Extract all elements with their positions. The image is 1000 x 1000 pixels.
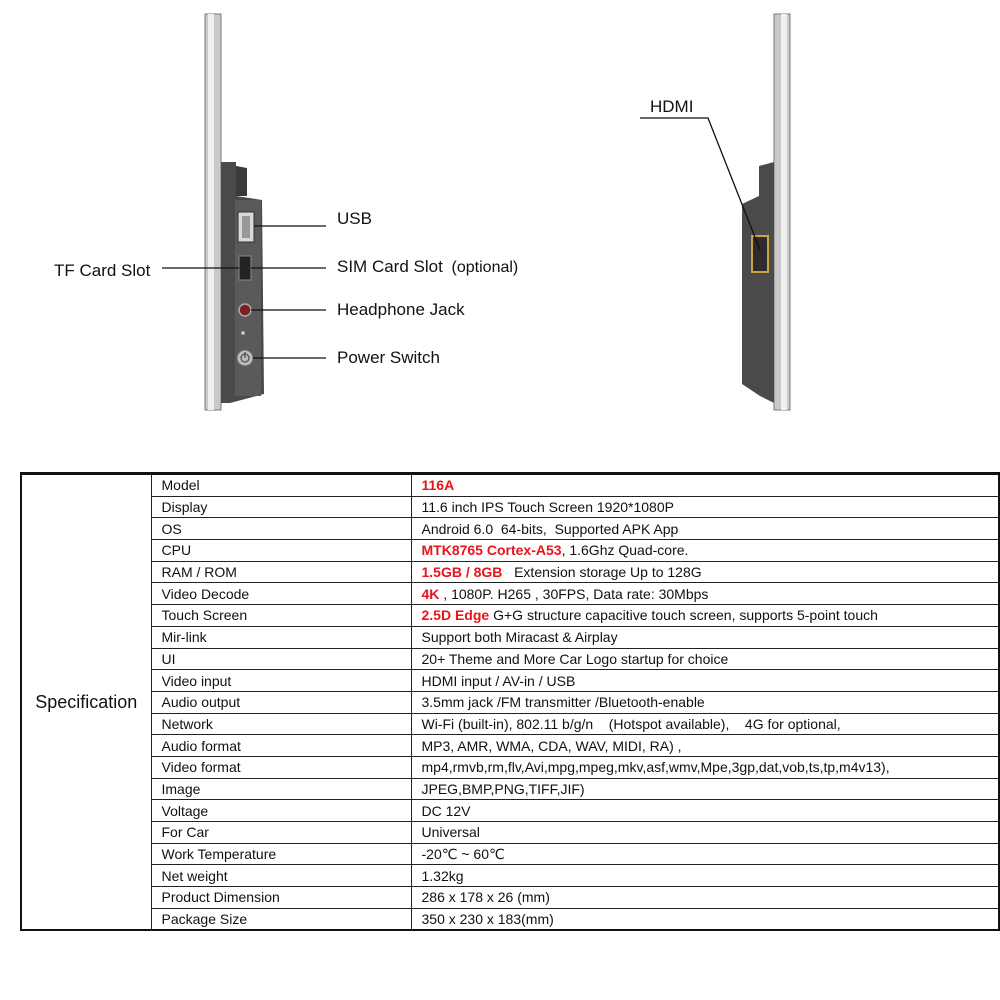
spec-value-text: 11.6 inch IPS Touch Screen 1920*1080P <box>421 499 674 516</box>
spec-value-text: JPEG,BMP,PNG,TIFF,JIF) <box>421 780 585 797</box>
spec-value <box>411 561 999 583</box>
spec-value <box>411 540 999 562</box>
headphone-jack-icon <box>239 304 251 316</box>
spec-label: RAM / ROM <box>151 561 411 583</box>
spec-label: UI <box>151 648 411 670</box>
spec-label: OS <box>151 518 411 540</box>
spec-row <box>21 822 999 844</box>
spec-value <box>411 648 999 670</box>
spec-label: Package Size <box>151 908 411 930</box>
hdmi-port-icon <box>752 236 768 272</box>
spec-value <box>411 518 999 540</box>
spec-value <box>411 496 999 518</box>
spec-row <box>21 865 999 887</box>
spec-value-text: -20℃ ~ 60℃ <box>421 846 505 863</box>
spec-label: CPU <box>151 540 411 562</box>
spec-value <box>411 908 999 930</box>
spec-value <box>411 474 999 497</box>
spec-row <box>21 908 999 930</box>
spec-label: Mir-link <box>151 626 411 648</box>
spec-label: Audio format <box>151 735 411 757</box>
spec-label: Network <box>151 713 411 735</box>
spec-value-text: Android 6.0 64-bits, Supported APK App <box>421 520 679 537</box>
tf-card-slot-icon <box>239 256 251 280</box>
spec-label: Model <box>151 474 411 497</box>
spec-value <box>411 865 999 887</box>
section-label: Specification <box>21 474 151 931</box>
spec-label: Audio output <box>151 691 411 713</box>
spec-row <box>21 474 999 497</box>
headphone-jack-label: Headphone Jack <box>337 300 465 319</box>
spec-value <box>411 713 999 735</box>
spec-row <box>21 626 999 648</box>
spec-label: Voltage <box>151 800 411 822</box>
spec-value <box>411 800 999 822</box>
spec-value-highlight: 4K <box>421 585 440 602</box>
spec-value-text: MP3, AMR, WMA, CDA, WAV, MIDI, RA) , <box>421 737 682 754</box>
sim-card-optional-note: (optional) <box>451 259 519 276</box>
spec-row <box>21 561 999 583</box>
spec-value-text: 20+ Theme and More Car Logo startup for choice <box>421 650 729 667</box>
spec-row <box>21 887 999 909</box>
spec-label: Product Dimension <box>151 887 411 909</box>
spec-value <box>411 756 999 778</box>
spec-row <box>21 670 999 692</box>
spec-value <box>411 670 999 692</box>
tf-card-slot-label: TF Card Slot <box>54 261 151 280</box>
monitor-right-side-view <box>640 14 790 410</box>
spec-value-highlight: 2.5D Edge <box>421 607 490 624</box>
spec-value-text: Support both Miracast & Airplay <box>421 629 618 646</box>
spec-value-text: DC 12V <box>421 802 471 819</box>
sim-card-slot-text: SIM Card Slot <box>337 257 443 276</box>
spec-value-highlight: MTK8765 Cortex-A53 <box>421 542 562 559</box>
spec-value-text: mp4,rmvb,rm,flv,Avi,mpg,mpeg,mkv,asf,wmv,Mpe,3gp,dat,vob,ts,tp,m4v13), <box>421 759 890 776</box>
spec-value-text: Extension storage Up to 128G <box>502 564 702 581</box>
spec-row <box>21 735 999 757</box>
spec-value-text: Universal <box>421 824 480 841</box>
spec-value <box>411 583 999 605</box>
spec-value-text: , 1.6Ghz Quad-core. <box>561 542 689 559</box>
spec-row <box>21 756 999 778</box>
spec-value <box>411 735 999 757</box>
spec-value-text: 1.32kg <box>421 867 464 884</box>
spec-value <box>411 822 999 844</box>
spec-row <box>21 800 999 822</box>
spec-row <box>21 713 999 735</box>
spec-value <box>411 605 999 627</box>
spec-value-text: 286 x 178 x 26 (mm) <box>421 889 550 906</box>
monitor-side-views <box>0 0 1000 440</box>
spec-row <box>21 540 999 562</box>
spec-value-text: G+G structure capacitive touch screen, supports 5-point touch <box>489 607 878 624</box>
sim-card-slot-label <box>337 257 518 277</box>
spec-label: Touch Screen <box>151 605 411 627</box>
spec-row <box>21 778 999 800</box>
power-switch-label: Power Switch <box>337 348 440 367</box>
usb-label: USB <box>337 209 372 228</box>
spec-row <box>21 843 999 865</box>
spec-label: Video format <box>151 756 411 778</box>
hdmi-label: HDMI <box>650 97 694 116</box>
spec-value-text: 350 x 230 x 183(mm) <box>421 911 554 928</box>
product-diagram <box>0 0 1000 440</box>
spec-label: Video Decode <box>151 583 411 605</box>
spec-label: Image <box>151 778 411 800</box>
specification-table-body <box>21 474 999 931</box>
spec-row <box>21 496 999 518</box>
spec-row <box>21 648 999 670</box>
spec-value <box>411 778 999 800</box>
spec-label: Display <box>151 496 411 518</box>
monitor-left-side-view <box>162 14 326 410</box>
spec-label: Video input <box>151 670 411 692</box>
spec-label: Work Temperature <box>151 843 411 865</box>
spec-value <box>411 691 999 713</box>
specification-table <box>20 472 1000 931</box>
spec-label: Net weight <box>151 865 411 887</box>
spec-row <box>21 583 999 605</box>
spec-value-text: Wi-Fi (built-in), 802.11 b/g/n (Hotspot available), 4G for optional, <box>421 715 841 732</box>
spec-value <box>411 843 999 865</box>
spec-value <box>411 887 999 909</box>
spec-row <box>21 605 999 627</box>
spec-row <box>21 691 999 713</box>
spec-row <box>21 518 999 540</box>
spec-value-highlight: 1.5GB / 8GB <box>421 564 503 581</box>
spec-value-text: 3.5mm jack /FM transmitter /Bluetooth-enable <box>421 694 705 711</box>
spec-value-text: HDMI input / AV-in / USB <box>421 672 576 689</box>
spec-value-text: , 1080P. H265 , 30FPS, Data rate: 30Mbps <box>439 585 709 602</box>
spec-value-highlight: 116A <box>421 477 455 494</box>
spec-value <box>411 626 999 648</box>
spec-label: For Car <box>151 822 411 844</box>
